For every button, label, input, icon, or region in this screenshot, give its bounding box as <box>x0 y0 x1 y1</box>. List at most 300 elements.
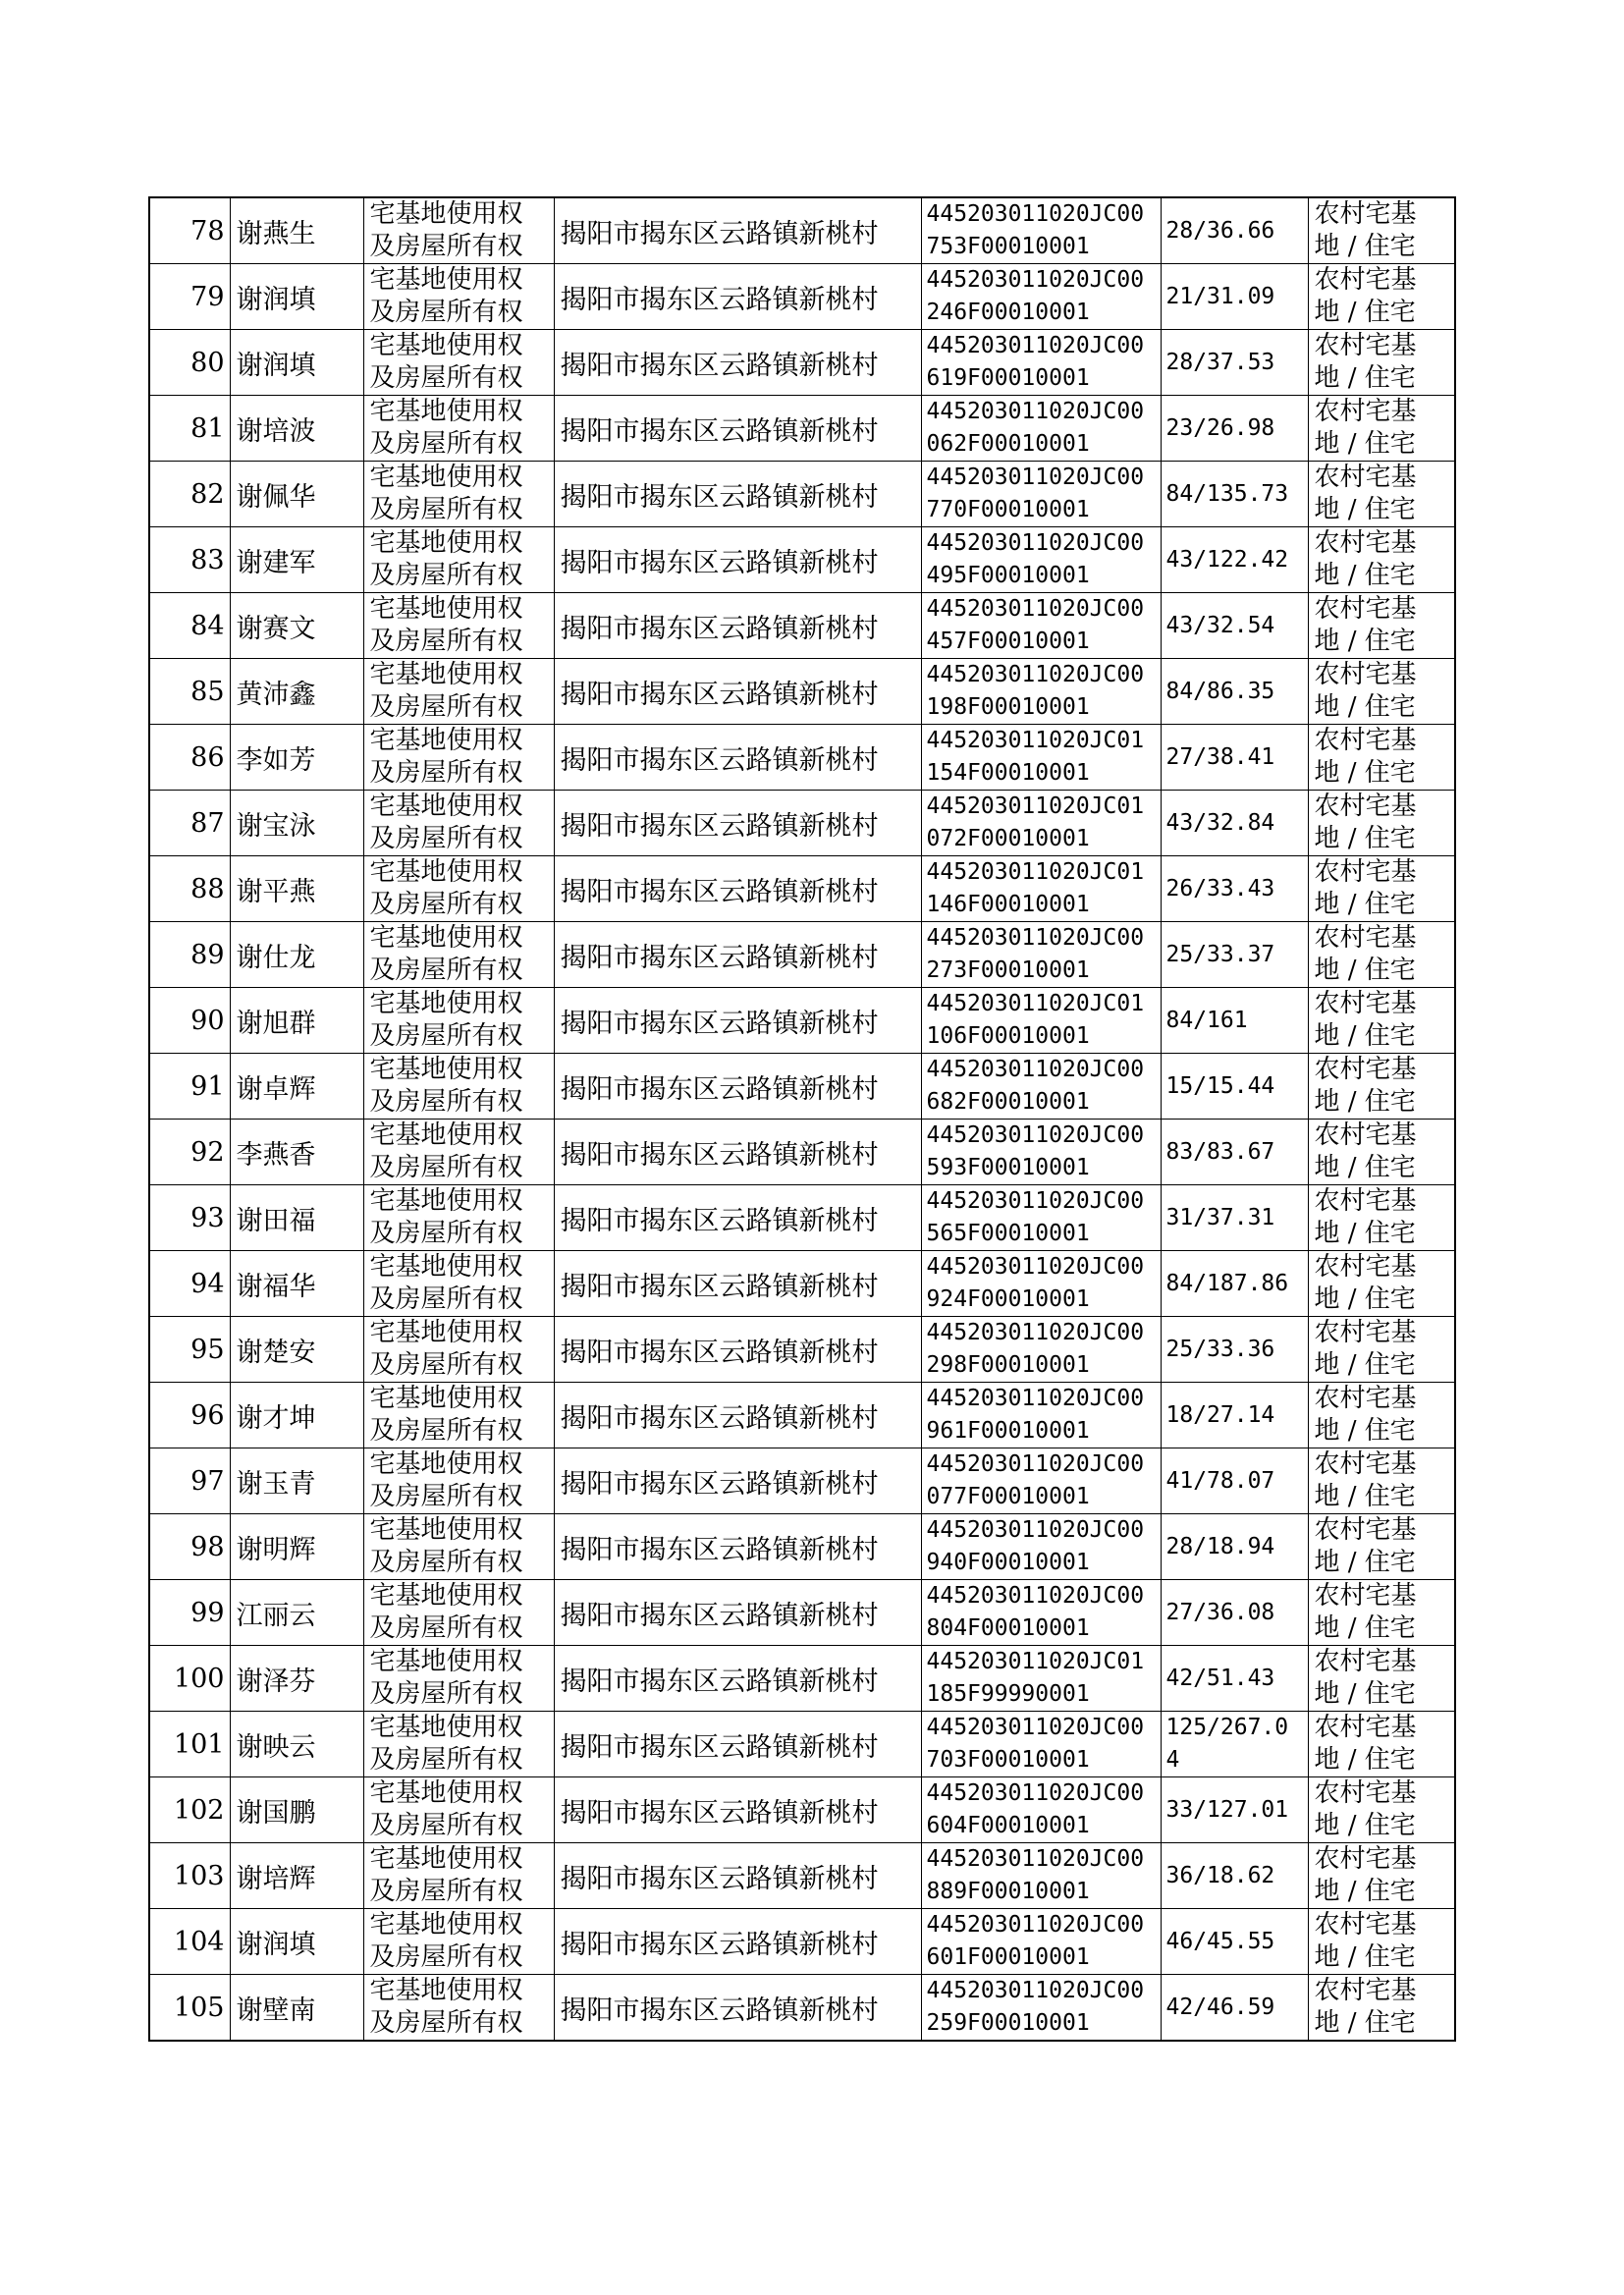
unit-code-line: 445203011020JC00 <box>926 1846 1145 1872</box>
usage-cell <box>1308 659 1455 725</box>
unit-code-cell <box>921 462 1161 527</box>
right-type-cell <box>363 197 554 264</box>
usage-cell <box>1308 197 1455 264</box>
table-row <box>149 264 1455 330</box>
unit-code-cell <box>921 988 1161 1054</box>
usage-line: 地 / 住宅 <box>1314 1745 1416 1775</box>
unit-code-cell <box>921 1843 1161 1909</box>
table-row <box>149 1514 1455 1580</box>
unit-code-cell <box>921 330 1161 396</box>
usage-cell <box>1308 791 1455 856</box>
usage-line: 农村宅基 <box>1314 1449 1417 1479</box>
area-cell <box>1161 1251 1308 1317</box>
seq-cell: 85 <box>149 659 230 725</box>
right-type-line: 及房屋所有权 <box>369 1877 523 1906</box>
right-type-cell <box>363 527 554 593</box>
table-row <box>149 1120 1455 1185</box>
table-row <box>149 197 1455 264</box>
right-type-line: 宅基地使用权 <box>369 1120 523 1150</box>
right-type-line: 宅基地使用权 <box>369 265 523 295</box>
location-cell: 揭阳市揭东区云路镇新桃村 <box>554 264 921 330</box>
area-line: 46/45.55 <box>1165 1928 1275 1954</box>
right-type-line: 及房屋所有权 <box>369 824 523 853</box>
area-cell <box>1161 1383 1308 1448</box>
area-line: 41/78.07 <box>1165 1467 1275 1494</box>
unit-code-line: 273F00010001 <box>926 957 1090 983</box>
unit-code-line: 198F00010001 <box>926 694 1090 720</box>
usage-line: 农村宅基 <box>1314 1910 1417 1940</box>
usage-line: 地 / 住宅 <box>1314 890 1416 919</box>
usage-line: 地 / 住宅 <box>1314 1153 1416 1182</box>
right-type-line: 及房屋所有权 <box>369 363 523 393</box>
right-type-line: 宅基地使用权 <box>369 1449 523 1479</box>
unit-code-line: 445203011020JC00 <box>926 1517 1145 1543</box>
registry-table <box>148 196 1456 2042</box>
usage-cell <box>1308 1777 1455 1843</box>
right-type-line: 及房屋所有权 <box>369 1021 523 1051</box>
area-line: 25/33.36 <box>1165 1336 1275 1362</box>
unit-code-cell <box>921 593 1161 659</box>
table-row <box>149 1448 1455 1514</box>
table-row <box>149 396 1455 462</box>
usage-cell <box>1308 1843 1455 1909</box>
unit-code-line: 604F00010001 <box>926 1813 1090 1838</box>
unit-code-cell <box>921 1712 1161 1777</box>
right-type-cell <box>363 922 554 988</box>
usage-cell <box>1308 1054 1455 1120</box>
location-cell: 揭阳市揭东区云路镇新桃村 <box>554 330 921 396</box>
right-type-cell <box>363 330 554 396</box>
usage-line: 农村宅基 <box>1314 1252 1417 1282</box>
right-type-cell <box>363 593 554 659</box>
unit-code-cell <box>921 1185 1161 1251</box>
usage-cell <box>1308 330 1455 396</box>
usage-cell <box>1308 462 1455 527</box>
unit-code-cell <box>921 1054 1161 1120</box>
unit-code-line: 445203011020JC00 <box>926 267 1145 293</box>
table-row <box>149 659 1455 725</box>
usage-line: 地 / 住宅 <box>1314 1679 1416 1709</box>
unit-code-cell <box>921 1383 1161 1448</box>
usage-cell <box>1308 1120 1455 1185</box>
area-cell <box>1161 1843 1308 1909</box>
location-cell: 揭阳市揭东区云路镇新桃村 <box>554 1777 921 1843</box>
owner-name-cell: 谢福华 <box>230 1251 363 1317</box>
usage-line: 农村宅基 <box>1314 857 1417 887</box>
location-cell: 揭阳市揭东区云路镇新桃村 <box>554 1120 921 1185</box>
usage-line: 地 / 住宅 <box>1314 956 1416 985</box>
right-type-line: 及房屋所有权 <box>369 1679 523 1709</box>
usage-line: 农村宅基 <box>1314 1976 1417 2005</box>
usage-line: 农村宅基 <box>1314 265 1417 295</box>
usage-cell <box>1308 1448 1455 1514</box>
location-cell: 揭阳市揭东区云路镇新桃村 <box>554 396 921 462</box>
right-type-line: 宅基地使用权 <box>369 528 523 558</box>
usage-line: 农村宅基 <box>1314 1778 1417 1808</box>
seq-cell: 100 <box>149 1646 230 1712</box>
usage-line: 地 / 住宅 <box>1314 561 1416 590</box>
usage-line: 农村宅基 <box>1314 1647 1417 1676</box>
right-type-line: 及房屋所有权 <box>369 1350 523 1380</box>
table-row <box>149 330 1455 396</box>
usage-line: 农村宅基 <box>1314 1384 1417 1413</box>
right-type-line: 宅基地使用权 <box>369 397 523 426</box>
right-type-cell <box>363 396 554 462</box>
usage-cell <box>1308 1975 1455 2042</box>
usage-cell <box>1308 1646 1455 1712</box>
unit-code-cell <box>921 659 1161 725</box>
usage-cell <box>1308 988 1455 1054</box>
area-line: 26/33.43 <box>1165 875 1275 902</box>
usage-cell <box>1308 922 1455 988</box>
unit-code-line: 445203011020JC00 <box>926 1057 1145 1082</box>
usage-line: 农村宅基 <box>1314 726 1417 755</box>
right-type-line: 宅基地使用权 <box>369 792 523 821</box>
unit-code-cell <box>921 1251 1161 1317</box>
usage-cell <box>1308 856 1455 922</box>
area-line: 23/26.98 <box>1165 414 1275 441</box>
right-type-line: 宅基地使用权 <box>369 463 523 492</box>
seq-cell: 105 <box>149 1975 230 2042</box>
location-cell: 揭阳市揭东区云路镇新桃村 <box>554 1448 921 1514</box>
area-line: 31/37.31 <box>1165 1204 1275 1230</box>
area-cell <box>1161 1120 1308 1185</box>
right-type-line: 及房屋所有权 <box>369 1219 523 1248</box>
location-cell: 揭阳市揭东区云路镇新桃村 <box>554 1646 921 1712</box>
table-row <box>149 1777 1455 1843</box>
right-type-line: 及房屋所有权 <box>369 692 523 722</box>
right-type-line: 宅基地使用权 <box>369 1844 523 1874</box>
right-type-cell <box>363 1975 554 2042</box>
location-cell: 揭阳市揭东区云路镇新桃村 <box>554 856 921 922</box>
usage-line: 地 / 住宅 <box>1314 1942 1416 1972</box>
right-type-line: 宅基地使用权 <box>369 594 523 624</box>
right-type-line: 宅基地使用权 <box>369 1778 523 1808</box>
usage-line: 地 / 住宅 <box>1314 1416 1416 1446</box>
unit-code-line: 445203011020JC00 <box>926 596 1145 622</box>
usage-cell <box>1308 1185 1455 1251</box>
location-cell: 揭阳市揭东区云路镇新桃村 <box>554 462 921 527</box>
location-cell: 揭阳市揭东区云路镇新桃村 <box>554 1251 921 1317</box>
unit-code-line: 961F00010001 <box>926 1418 1090 1444</box>
unit-code-cell <box>921 725 1161 791</box>
owner-name-cell: 谢培辉 <box>230 1843 363 1909</box>
right-type-line: 宅基地使用权 <box>369 660 523 689</box>
location-cell: 揭阳市揭东区云路镇新桃村 <box>554 1054 921 1120</box>
seq-cell: 98 <box>149 1514 230 1580</box>
unit-code-line: 445203011020JC00 <box>926 1122 1145 1148</box>
table-row <box>149 725 1455 791</box>
unit-code-line: 445203011020JC00 <box>926 925 1145 951</box>
owner-name-cell: 谢建军 <box>230 527 363 593</box>
unit-code-line: 185F99990001 <box>926 1681 1090 1707</box>
owner-name-cell: 谢旭群 <box>230 988 363 1054</box>
area-line: 28/37.53 <box>1165 349 1275 375</box>
right-type-line: 及房屋所有权 <box>369 1416 523 1446</box>
area-cell <box>1161 1975 1308 2042</box>
usage-line: 农村宅基 <box>1314 989 1417 1018</box>
table-row <box>149 1843 1455 1909</box>
usage-line: 农村宅基 <box>1314 528 1417 558</box>
area-line: 36/18.62 <box>1165 1862 1275 1888</box>
right-type-line: 宅基地使用权 <box>369 331 523 360</box>
seq-cell: 99 <box>149 1580 230 1646</box>
seq-cell: 96 <box>149 1383 230 1448</box>
seq-cell: 95 <box>149 1317 230 1383</box>
right-type-line: 及房屋所有权 <box>369 232 523 261</box>
area-line: 21/31.09 <box>1165 283 1275 309</box>
right-type-cell <box>363 1448 554 1514</box>
usage-line: 地 / 住宅 <box>1314 1811 1416 1840</box>
usage-cell <box>1308 1383 1455 1448</box>
unit-code-line: 753F00010001 <box>926 234 1090 259</box>
seq-cell: 92 <box>149 1120 230 1185</box>
area-cell <box>1161 922 1308 988</box>
seq-cell: 78 <box>149 197 230 264</box>
right-type-cell <box>363 1514 554 1580</box>
usage-cell <box>1308 1909 1455 1975</box>
usage-cell <box>1308 1580 1455 1646</box>
usage-cell <box>1308 396 1455 462</box>
owner-name-cell: 江丽云 <box>230 1580 363 1646</box>
unit-code-line: 457F00010001 <box>926 628 1090 654</box>
unit-code-line: 445203011020JC00 <box>926 464 1145 490</box>
area-cell <box>1161 197 1308 264</box>
right-type-cell <box>363 725 554 791</box>
seq-cell: 87 <box>149 791 230 856</box>
table-row <box>149 1185 1455 1251</box>
seq-cell: 103 <box>149 1843 230 1909</box>
seq-cell: 93 <box>149 1185 230 1251</box>
right-type-cell <box>363 1317 554 1383</box>
owner-name-cell: 谢润填 <box>230 264 363 330</box>
unit-code-line: 445203011020JC00 <box>926 1912 1145 1938</box>
owner-name-cell: 谢宝泳 <box>230 791 363 856</box>
location-cell: 揭阳市揭东区云路镇新桃村 <box>554 1975 921 2042</box>
unit-code-cell <box>921 1448 1161 1514</box>
right-type-cell <box>363 1777 554 1843</box>
seq-cell: 101 <box>149 1712 230 1777</box>
right-type-line: 及房屋所有权 <box>369 627 523 656</box>
area-line: 18/27.14 <box>1165 1401 1275 1428</box>
unit-code-line: 445203011020JC00 <box>926 1188 1145 1214</box>
usage-line: 农村宅基 <box>1314 923 1417 953</box>
area-line: 43/32.84 <box>1165 809 1275 836</box>
table-row <box>149 1580 1455 1646</box>
area-cell <box>1161 856 1308 922</box>
area-line: 43/122.42 <box>1165 546 1289 573</box>
area-line: 43/32.54 <box>1165 612 1275 638</box>
right-type-line: 及房屋所有权 <box>369 1482 523 1511</box>
unit-code-line: 565F00010001 <box>926 1221 1090 1246</box>
unit-code-line: 154F00010001 <box>926 760 1090 786</box>
usage-line: 农村宅基 <box>1314 1581 1417 1611</box>
usage-line: 农村宅基 <box>1314 463 1417 492</box>
right-type-line: 宅基地使用权 <box>369 1318 523 1347</box>
unit-code-line: 445203011020JC00 <box>926 1320 1145 1345</box>
location-cell: 揭阳市揭东区云路镇新桃村 <box>554 1580 921 1646</box>
right-type-line: 及房屋所有权 <box>369 1745 523 1775</box>
table-row <box>149 1909 1455 1975</box>
right-type-line: 及房屋所有权 <box>369 2008 523 2038</box>
usage-line: 农村宅基 <box>1314 1844 1417 1874</box>
right-type-line: 宅基地使用权 <box>369 1647 523 1676</box>
usage-line: 地 / 住宅 <box>1314 429 1416 459</box>
owner-name-cell: 谢泽芬 <box>230 1646 363 1712</box>
unit-code-line: 445203011020JC00 <box>926 1386 1145 1411</box>
usage-line: 农村宅基 <box>1314 199 1417 229</box>
seq-cell: 86 <box>149 725 230 791</box>
location-cell: 揭阳市揭东区云路镇新桃村 <box>554 922 921 988</box>
unit-code-line: 445203011020JC01 <box>926 728 1145 753</box>
location-cell: 揭阳市揭东区云路镇新桃村 <box>554 1317 921 1383</box>
right-type-line: 及房屋所有权 <box>369 1548 523 1577</box>
unit-code-line: 298F00010001 <box>926 1352 1090 1378</box>
usage-line: 地 / 住宅 <box>1314 1482 1416 1511</box>
unit-code-line: 703F00010001 <box>926 1747 1090 1773</box>
unit-code-line: 804F00010001 <box>926 1615 1090 1641</box>
table-row <box>149 922 1455 988</box>
usage-cell <box>1308 527 1455 593</box>
unit-code-line: 106F00010001 <box>926 1023 1090 1049</box>
right-type-line: 及房屋所有权 <box>369 561 523 590</box>
right-type-cell <box>363 1185 554 1251</box>
table-row <box>149 1317 1455 1383</box>
usage-line: 地 / 住宅 <box>1314 363 1416 393</box>
usage-line: 农村宅基 <box>1314 1120 1417 1150</box>
unit-code-cell <box>921 396 1161 462</box>
area-line: 27/36.08 <box>1165 1599 1275 1625</box>
owner-name-cell: 谢映云 <box>230 1712 363 1777</box>
owner-name-cell: 李如芳 <box>230 725 363 791</box>
area-line: 42/51.43 <box>1165 1665 1275 1691</box>
area-line: 84/161 <box>1165 1007 1248 1033</box>
owner-name-cell: 谢壁南 <box>230 1975 363 2042</box>
usage-line: 地 / 住宅 <box>1314 1219 1416 1248</box>
table-row <box>149 1646 1455 1712</box>
unit-code-cell <box>921 1975 1161 2042</box>
right-type-line: 及房屋所有权 <box>369 429 523 459</box>
right-type-cell <box>363 988 554 1054</box>
area-line: 42/46.59 <box>1165 1994 1275 2020</box>
right-type-cell <box>363 264 554 330</box>
usage-line: 地 / 住宅 <box>1314 692 1416 722</box>
unit-code-line: 682F00010001 <box>926 1089 1090 1115</box>
owner-name-cell: 谢仕龙 <box>230 922 363 988</box>
right-type-cell <box>363 1843 554 1909</box>
right-type-line: 及房屋所有权 <box>369 956 523 985</box>
unit-code-cell <box>921 1317 1161 1383</box>
usage-line: 地 / 住宅 <box>1314 1350 1416 1380</box>
location-cell: 揭阳市揭东区云路镇新桃村 <box>554 1185 921 1251</box>
area-cell <box>1161 1514 1308 1580</box>
location-cell: 揭阳市揭东区云路镇新桃村 <box>554 1909 921 1975</box>
location-cell: 揭阳市揭东区云路镇新桃村 <box>554 1712 921 1777</box>
area-line: 83/83.67 <box>1165 1138 1275 1165</box>
right-type-line: 宅基地使用权 <box>369 989 523 1018</box>
owner-name-cell: 谢燕生 <box>230 197 363 264</box>
owner-name-cell: 谢国鹏 <box>230 1777 363 1843</box>
right-type-line: 宅基地使用权 <box>369 1515 523 1545</box>
right-type-line: 宅基地使用权 <box>369 726 523 755</box>
right-type-cell <box>363 1580 554 1646</box>
location-cell: 揭阳市揭东区云路镇新桃村 <box>554 659 921 725</box>
right-type-line: 宅基地使用权 <box>369 1713 523 1742</box>
unit-code-cell <box>921 1120 1161 1185</box>
owner-name-cell: 谢佩华 <box>230 462 363 527</box>
right-type-cell <box>363 1646 554 1712</box>
unit-code-line: 077F00010001 <box>926 1484 1090 1509</box>
location-cell: 揭阳市揭东区云路镇新桃村 <box>554 988 921 1054</box>
right-type-cell <box>363 791 554 856</box>
table-row <box>149 856 1455 922</box>
seq-cell: 91 <box>149 1054 230 1120</box>
area-line: 15/15.44 <box>1165 1072 1275 1099</box>
unit-code-line: 495F00010001 <box>926 563 1090 588</box>
right-type-cell <box>363 1712 554 1777</box>
area-cell <box>1161 527 1308 593</box>
unit-code-line: 445203011020JC00 <box>926 1780 1145 1806</box>
usage-line: 地 / 住宅 <box>1314 1613 1416 1643</box>
area-cell <box>1161 1777 1308 1843</box>
location-cell: 揭阳市揭东区云路镇新桃村 <box>554 1843 921 1909</box>
area-cell <box>1161 1646 1308 1712</box>
right-type-line: 宅基地使用权 <box>369 1252 523 1282</box>
area-line: 28/18.94 <box>1165 1533 1275 1559</box>
unit-code-line: 445203011020JC00 <box>926 662 1145 687</box>
usage-line: 农村宅基 <box>1314 792 1417 821</box>
unit-code-line: 445203011020JC00 <box>926 201 1145 227</box>
area-line: 28/36.66 <box>1165 217 1275 244</box>
location-cell: 揭阳市揭东区云路镇新桃村 <box>554 1514 921 1580</box>
right-type-cell <box>363 1054 554 1120</box>
usage-line: 地 / 住宅 <box>1314 1087 1416 1117</box>
right-type-line: 宅基地使用权 <box>369 857 523 887</box>
right-type-line: 宅基地使用权 <box>369 1055 523 1084</box>
unit-code-cell <box>921 1777 1161 1843</box>
unit-code-line: 593F00010001 <box>926 1155 1090 1180</box>
unit-code-cell <box>921 1909 1161 1975</box>
usage-line: 农村宅基 <box>1314 660 1417 689</box>
usage-line: 地 / 住宅 <box>1314 495 1416 524</box>
area-cell <box>1161 659 1308 725</box>
usage-line: 地 / 住宅 <box>1314 2008 1416 2038</box>
seq-cell: 102 <box>149 1777 230 1843</box>
usage-line: 地 / 住宅 <box>1314 824 1416 853</box>
area-cell <box>1161 1580 1308 1646</box>
usage-cell <box>1308 1317 1455 1383</box>
unit-code-cell <box>921 264 1161 330</box>
right-type-cell <box>363 1251 554 1317</box>
seq-cell: 82 <box>149 462 230 527</box>
table-row <box>149 1251 1455 1317</box>
right-type-cell <box>363 462 554 527</box>
area-cell <box>1161 264 1308 330</box>
seq-cell: 79 <box>149 264 230 330</box>
usage-line: 农村宅基 <box>1314 1318 1417 1347</box>
seq-cell: 83 <box>149 527 230 593</box>
usage-line: 地 / 住宅 <box>1314 1284 1416 1314</box>
table-row <box>149 593 1455 659</box>
usage-cell <box>1308 593 1455 659</box>
area-line: 27/38.41 <box>1165 743 1275 770</box>
table-row <box>149 791 1455 856</box>
area-cell <box>1161 791 1308 856</box>
owner-name-cell: 谢赛文 <box>230 593 363 659</box>
right-type-line: 及房屋所有权 <box>369 1613 523 1643</box>
area-line: 84/135.73 <box>1165 480 1289 507</box>
area-cell <box>1161 1185 1308 1251</box>
